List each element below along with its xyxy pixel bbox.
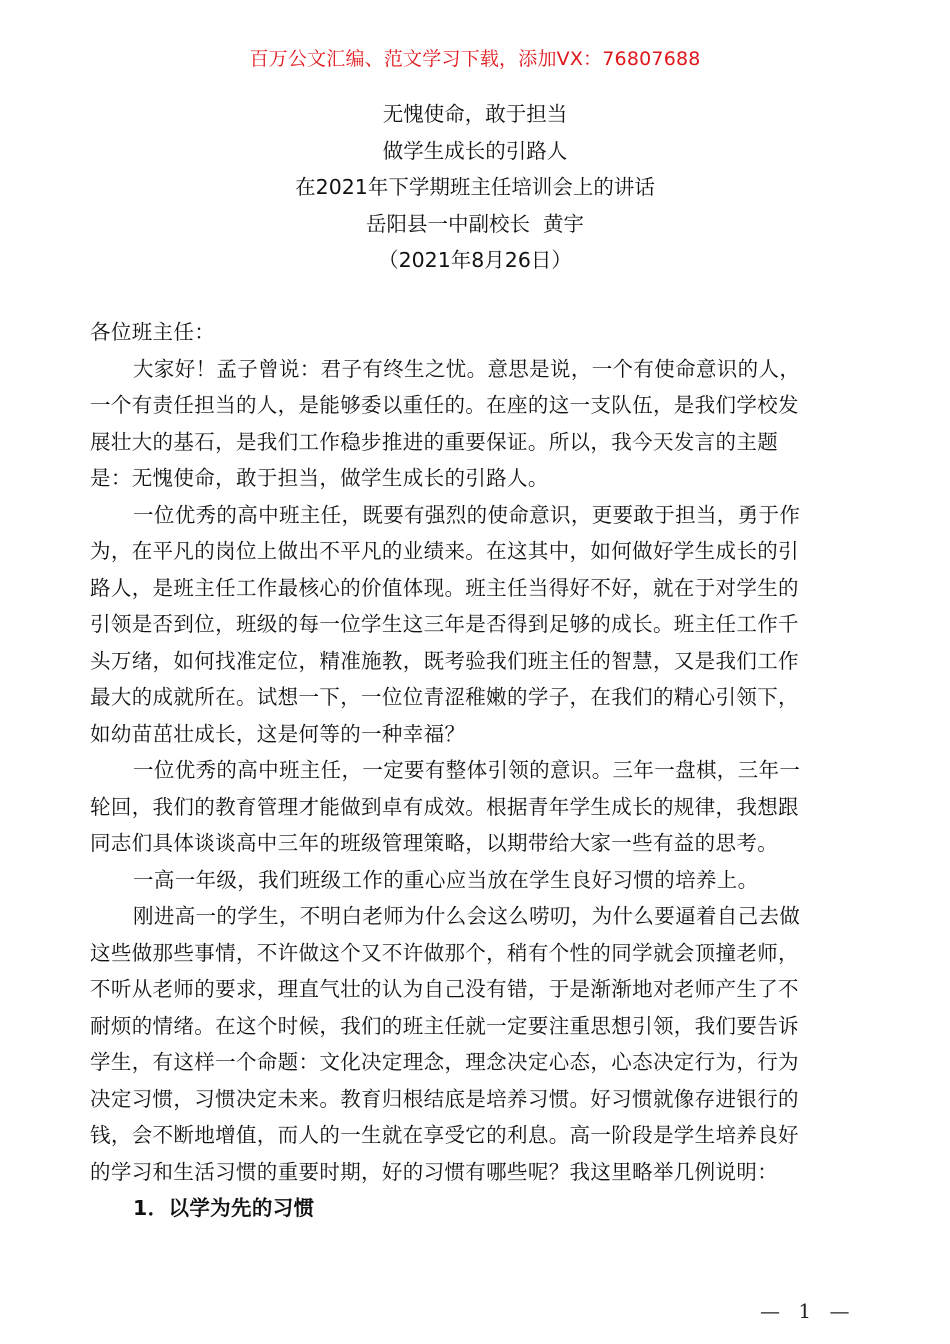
paragraph-2-line-7: 如幼苗茁壮成长，这是何等的一种幸福？ (90, 721, 466, 746)
paragraph-2-line-4: 引领是否到位，班级的每一位学生这三年是否得到足够的成长。班主任工作千 (90, 612, 799, 636)
paragraph-5-line-2: 这些做那些事情，不许做这个又不许做那个，稍有个性的同学就会顶撞老师， (90, 940, 799, 965)
speaker-line: 岳阳县一中副校长 黄宇 (365, 211, 585, 236)
paragraph-1-line-3: 展壮大的基石，是我们工作稳步推进的重要保证。所以，我今天发言的主题 (90, 429, 779, 454)
paragraph-3-line-2: 轮回，我们的教育管理才能做到卓有成效。根据青年学生成长的规律，我想跟 (90, 794, 799, 819)
paragraph-1-line-1: 大家好！孟子曾说：君子有终生之忧。意思是说，一个有使命意识的人， (133, 356, 801, 381)
page-number: — 1 — (760, 1299, 856, 1323)
document-body (90, 314, 865, 1227)
paragraph-5-line-7: 钱，会不断地增值，而人的一生就在享受它的利息。高一阶段是学生培养良好 (90, 1123, 799, 1147)
paragraph-3-line-3: 同志们具体谈谈高中三年的班级管理策略，以期带给大家一些有益的思考。 (90, 831, 779, 855)
paragraph-1-line-4: 是：无愧使命，敢于担当，做学生成长的引路人。 (90, 466, 549, 490)
date-line: （2021年8月26日） (378, 248, 572, 272)
paragraph-2-line-2: 为，在平凡的岗位上做出不平凡的业绩来。在这其中，如何做好学生成长的引 (90, 539, 799, 563)
paragraph-5-line-8: 的学习和生活习惯的重要时期，好的习惯有哪些呢？我这里略举几例说明： (90, 1159, 779, 1184)
paragraph-4-line-1: 一高一年级，我们班级工作的重心应当放在学生良好习惯的培养上。 (133, 867, 759, 892)
paragraph-1-line-2: 一个有责任担当的人，是能够委以重任的。在座的这一支队伍，是我们学校发 (90, 393, 799, 417)
paragraph-5-line-1: 刚进高一的学生，不明白老师为什么会这么唠叨，为什么要逼着自己去做 (133, 904, 801, 928)
paragraph-2-line-5: 头万绪，如何找准定位，精准施教，既考验我们班主任的智慧，又是我们工作 (90, 648, 799, 673)
paragraph-2-line-3: 路人，是班主任工作最核心的价值体现。班主任当得好不好，就在于对学生的 (90, 575, 799, 600)
title-line-2: 做学生成长的引路人 (382, 138, 568, 163)
paragraph-2-line-1: 一位优秀的高中班主任，既要有强烈的使命意识，更要敢于担当，勇于作 (133, 502, 801, 527)
paragraph-5-line-3: 不听从老师的要求，理直气壮的认为自己没有错，于是渐渐地对老师产生了不 (90, 977, 799, 1001)
paragraph-3-line-1: 一位优秀的高中班主任，一定要有整体引领的意识。三年一盘棋，三年一 (133, 758, 801, 782)
salutation: 各位班主任： (90, 320, 216, 344)
paragraph-5-line-4: 耐烦的情绪。在这个时候，我们的班主任就一定要注重思想引领，我们要告诉 (90, 1013, 799, 1038)
title-line-3: 在2021年下学期班主任培训会上的讲话 (295, 175, 655, 199)
title-line-1: 无愧使命，敢于担当 (382, 102, 568, 126)
section-heading: 1．以学为先的习惯 (133, 1196, 315, 1220)
watermark-banner: 百万公文汇编、范文学习下载，添加VX：76807688 (249, 48, 701, 70)
paragraph-5-line-5: 学生，有这样一个命题：文化决定理念，理念决定心态，心态决定行为，行为 (90, 1050, 799, 1074)
title-block (0, 96, 950, 279)
paragraph-2-line-6: 最大的成就所在。试想一下，一位位青涩稚嫩的学子，在我们的精心引领下， (90, 685, 799, 709)
paragraph-5-line-6: 决定习惯，习惯决定未来。教育归根结底是培养习惯。好习惯就像存进银行的 (90, 1086, 799, 1111)
